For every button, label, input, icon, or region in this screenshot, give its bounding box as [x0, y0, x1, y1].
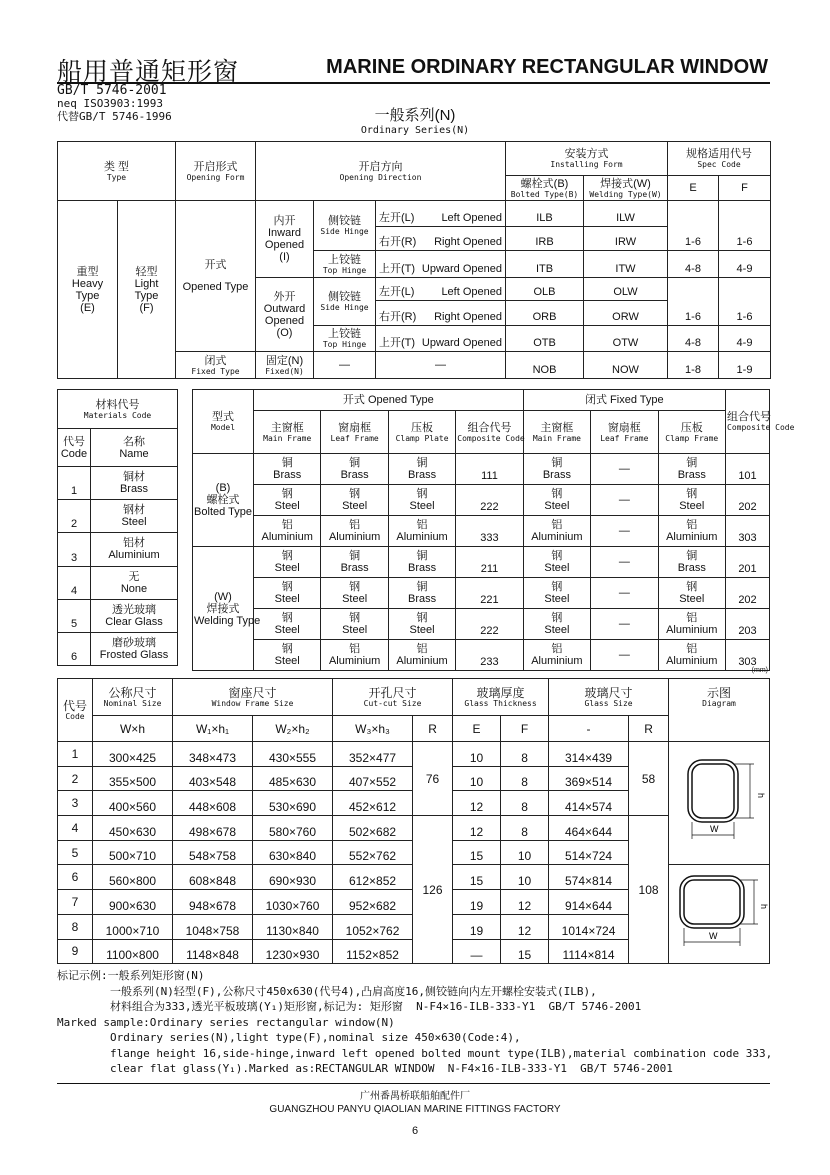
spec-e: 1-6: [668, 278, 719, 326]
spec-e: 1-6: [668, 201, 719, 251]
material-cell: 钢 Steel: [321, 485, 388, 516]
cutout: 612×852: [333, 865, 413, 890]
material-row: [58, 566, 178, 599]
glass-size: 514×724: [549, 840, 629, 865]
frame-2: 530×690: [253, 791, 333, 816]
model-label: (W) 焊接式 Welding Type: [193, 547, 254, 671]
size-row: [58, 816, 770, 841]
frame-2: 690×930: [253, 865, 333, 890]
code: 9: [58, 939, 93, 964]
code-itb: ITB: [506, 251, 584, 278]
spec-e: 1-8: [668, 352, 719, 379]
glass-size: 1014×724: [549, 914, 629, 939]
frame-2: 430×555: [253, 742, 333, 767]
material-cell: 铜 Brass: [321, 454, 388, 485]
right-opened: 右开(R) Right Opened: [376, 227, 506, 251]
material-cell: 铜 Brass: [523, 454, 590, 485]
right-opened: 右开(R) Right Opened: [376, 301, 506, 326]
footer-divider: [57, 1083, 770, 1084]
code-irb: IRB: [506, 227, 584, 251]
material-cell: 铝 Aluminium: [658, 640, 725, 671]
nominal: 355×500: [93, 766, 173, 791]
diagram-landscape: [669, 865, 770, 964]
factory-cn: 广州番禺桥联船舶配件厂: [360, 1091, 470, 1102]
top-hinge: 上铰链 Top Hinge: [314, 251, 376, 278]
note-line: flange height 16,side-hinge,inward left opened bolted mount type(ILB),material combination code 333,: [57, 1046, 773, 1060]
material-cell: 铜 Brass: [388, 578, 455, 609]
cutout: 407×552: [333, 766, 413, 791]
nominal: 1100×800: [93, 939, 173, 964]
material-cell: 铜 Brass: [254, 454, 321, 485]
header-e: E: [668, 176, 719, 201]
note-line: 材料组合为333,透光平板玻璃(Y₁)矩形窗,标记为: 矩形窗 N-F4×16-ILB-333-Y1 GB/T 5746-2001: [57, 1000, 642, 1013]
cutout: 552×762: [333, 840, 413, 865]
subheader: -: [549, 716, 629, 742]
header-code: 代号 Code: [58, 679, 93, 742]
composite-code: 202: [726, 485, 770, 516]
thickness-e: 12: [453, 791, 501, 816]
outward-opened: 外开 Outward Opened (O): [256, 278, 314, 352]
type-table: [57, 141, 771, 379]
header-bolted: 螺栓式(B) Bolted Type(B): [506, 176, 584, 201]
thickness-f: 8: [501, 742, 549, 767]
thickness-e: 19: [453, 890, 501, 915]
svg-text:h: h: [756, 792, 767, 798]
material-cell: 钢 Steel: [321, 578, 388, 609]
subheader: W₂×h₂: [253, 716, 333, 742]
window-diagram-icon: [670, 755, 770, 850]
thickness-e: 15: [453, 840, 501, 865]
factory-en: GUANGZHOU PANYU QIAOLIAN MARINE FITTINGS FACTORY: [269, 1104, 561, 1115]
material-cell: 钢 Steel: [254, 485, 321, 516]
thickness-f: 10: [501, 840, 549, 865]
subheader: W₃×h₃: [333, 716, 413, 742]
code-ilb: ILB: [506, 201, 584, 227]
frame-2: 1130×840: [253, 914, 333, 939]
thickness-e: 12: [453, 816, 501, 841]
header-opening-direction: 开启方向 Opening Direction: [256, 142, 506, 201]
note-line: 标记示例:一般系列矩形窗(N): [57, 969, 205, 982]
code-nob: NOB: [506, 352, 584, 379]
material-cell: 钢 Steel: [523, 609, 590, 640]
subheader: R: [629, 716, 669, 742]
material-cell: 钢 Steel: [388, 609, 455, 640]
thickness-f: 15: [501, 939, 549, 964]
material-cell: 铝 Aluminium: [523, 640, 590, 671]
code: 1: [58, 742, 93, 767]
composite-code: 303: [726, 516, 770, 547]
window-diagram-icon: [670, 866, 770, 961]
thickness-e: 19: [453, 914, 501, 939]
thickness-e: 10: [453, 766, 501, 791]
header-type: 类 型 Type: [58, 142, 176, 201]
material-cell: 钢 Steel: [523, 485, 590, 516]
thickness-f: 10: [501, 865, 549, 890]
glass-r: 108: [629, 816, 669, 964]
header-f: F: [719, 176, 771, 201]
header-nominal: 公称尺寸 Nominal Size: [93, 679, 173, 716]
composite-code: 111: [456, 454, 523, 485]
composite-row: [193, 609, 770, 640]
thickness-f: 8: [501, 791, 549, 816]
material-cell: 铜 Brass: [658, 547, 725, 578]
spec-e: 4-8: [668, 251, 719, 278]
header-model: 型式 Model: [193, 390, 254, 454]
dash: —: [591, 640, 658, 671]
page-number: 6: [411, 1125, 419, 1137]
left-opened: 左开(L) Left Opened: [376, 201, 506, 227]
material-row: [58, 632, 178, 665]
code-olw: OLW: [584, 278, 668, 301]
marking-notes: [57, 968, 772, 1077]
series-cn: 一般系列(N): [374, 107, 456, 124]
material-name: 铜材 Brass: [91, 467, 178, 500]
material-cell: 钢 Steel: [254, 547, 321, 578]
frame-2: 485×630: [253, 766, 333, 791]
material-cell: 铝 Aluminium: [321, 516, 388, 547]
material-cell: 铝 Aluminium: [658, 609, 725, 640]
material-cell: 铝 Aluminium: [321, 640, 388, 671]
material-cell: 铝 Aluminium: [388, 516, 455, 547]
glass-size: 369×514: [549, 766, 629, 791]
thickness-e: 10: [453, 742, 501, 767]
composite-row: [193, 578, 770, 609]
code-itw: ITW: [584, 251, 668, 278]
side-hinge: 侧铰链 Side Hinge: [314, 201, 376, 251]
material-code: 5: [58, 599, 91, 632]
material-code: 2: [58, 500, 91, 533]
spec-e: 4-8: [668, 326, 719, 352]
code-irw: IRW: [584, 227, 668, 251]
spec-f: 1-6: [719, 201, 771, 251]
unit-label: (mm): [751, 667, 768, 674]
nominal: 500×710: [93, 840, 173, 865]
dash: —: [376, 352, 506, 379]
material-cell: 铜 Brass: [388, 547, 455, 578]
fixed-n: 固定(N) Fixed(N): [256, 352, 314, 379]
material-cell: 铝 Aluminium: [254, 516, 321, 547]
code: 5: [58, 840, 93, 865]
subheader: R: [413, 716, 453, 742]
cutout: 352×477: [333, 742, 413, 767]
glass-size: 314×439: [549, 742, 629, 767]
subheader: 主窗框 Main Frame: [254, 411, 321, 454]
frame-1: 1048×758: [173, 914, 253, 939]
spec-f: 1-9: [719, 352, 771, 379]
light-type: 轻型 Light Type (F): [118, 201, 176, 379]
code-otb: OTB: [506, 326, 584, 352]
frame-2: 1030×760: [253, 890, 333, 915]
material-cell: 钢 Steel: [658, 578, 725, 609]
code: 4: [58, 816, 93, 841]
thickness-e: 15: [453, 865, 501, 890]
upward-opened: 上开(T) Upward Opened: [376, 251, 506, 278]
frame-2: 580×760: [253, 816, 333, 841]
spec-f: 4-9: [719, 251, 771, 278]
nominal: 1000×710: [93, 914, 173, 939]
material-name: 铝材 Aluminium: [91, 533, 178, 566]
code-ilw: ILW: [584, 201, 668, 227]
material-cell: 铝 Aluminium: [658, 516, 725, 547]
header-welding: 焊接式(W) Welding Type(W): [584, 176, 668, 201]
standard-ref: neq ISO3903:1993: [57, 97, 163, 110]
composite-row: [193, 547, 770, 578]
materials-code-table: [57, 389, 178, 666]
factory-name: [0, 1090, 830, 1116]
dash: —: [591, 516, 658, 547]
material-name: 透光玻璃 Clear Glass: [91, 599, 178, 632]
cutout-r: 76: [413, 742, 453, 816]
note-line: Ordinary series(N),light type(F),nominal size 450×630(Code:4),: [57, 1031, 521, 1044]
nominal: 560×800: [93, 865, 173, 890]
standard-code: GB/T 5746-2001: [57, 83, 167, 98]
diagram-portrait: [669, 742, 770, 865]
glass-size: 1114×814: [549, 939, 629, 964]
subheader: 组合代号 Composite Code: [456, 411, 523, 454]
svg-text:h: h: [759, 903, 770, 909]
material-cell: 钢 Steel: [254, 609, 321, 640]
heavy-type: 重型 Heavy Type (E): [58, 201, 118, 379]
code-olb: OLB: [506, 278, 584, 301]
inward-opened: 内开 Inward Opened (I): [256, 201, 314, 278]
frame-1: 348×473: [173, 742, 253, 767]
material-cell: 钢 Steel: [523, 547, 590, 578]
material-code: 3: [58, 533, 91, 566]
code-orb: ORB: [506, 301, 584, 326]
material-code: 1: [58, 467, 91, 500]
top-hinge: 上铰链 Top Hinge: [314, 326, 376, 352]
material-name: 磨砂玻璃 Frosted Glass: [91, 632, 178, 665]
composite-code: 233: [456, 640, 523, 671]
composite-code: 211: [456, 547, 523, 578]
material-cell: 铝 Aluminium: [523, 516, 590, 547]
subheader: W×h: [93, 716, 173, 742]
composite-code-table: [192, 389, 795, 671]
material-cell: 钢 Steel: [321, 609, 388, 640]
glass-size: 414×574: [549, 791, 629, 816]
cutout-r: 126: [413, 816, 453, 964]
header-opening-form: 开启形式 Opening Form: [176, 142, 256, 201]
cutout: 452×612: [333, 791, 413, 816]
side-hinge: 侧铰链 Side Hinge: [314, 278, 376, 326]
glass-size: 914×644: [549, 890, 629, 915]
composite-row: [193, 454, 770, 485]
composite-row: [193, 640, 770, 671]
upward-opened: 上开(T) Upward Opened: [376, 326, 506, 352]
subheader: 主窗框 Main Frame: [523, 411, 590, 454]
frame-1: 548×758: [173, 840, 253, 865]
cutout: 1152×852: [333, 939, 413, 964]
composite-row: [193, 516, 770, 547]
header-code: 代号 Code: [58, 429, 91, 467]
code: 3: [58, 791, 93, 816]
dash: —: [591, 485, 658, 516]
svg-text:W: W: [710, 823, 719, 834]
subheader: 压板 Clamp Frame: [658, 411, 725, 454]
composite-code: 303: [726, 640, 770, 671]
svg-text:W: W: [709, 930, 718, 941]
dash: —: [314, 352, 376, 379]
glass-size: 464×644: [549, 816, 629, 841]
frame-1: 498×678: [173, 816, 253, 841]
material-cell: 铜 Brass: [388, 454, 455, 485]
title-en: MARINE ORDINARY RECTANGULAR WINDOW: [326, 56, 768, 78]
glass-r: 58: [629, 742, 669, 816]
header-installing-form: 安装方式 Installing Form: [506, 142, 668, 176]
material-row: [58, 467, 178, 500]
material-cell: 铝 Aluminium: [388, 640, 455, 671]
header-thickness: 玻璃厚度 Glass Thickness: [453, 679, 549, 716]
subheader: W₁×h₁: [173, 716, 253, 742]
standard-replaces: 代替GB/T 5746-1996: [57, 110, 172, 123]
code-now: NOW: [584, 352, 668, 379]
code: 6: [58, 865, 93, 890]
composite-code: 222: [456, 485, 523, 516]
material-cell: 钢 Steel: [254, 578, 321, 609]
code: 7: [58, 890, 93, 915]
header-glass-size: 玻璃尺寸 Glass Size: [549, 679, 669, 716]
size-table: [57, 678, 770, 964]
series-en: Ordinary Series(N): [360, 125, 470, 136]
nominal: 450×630: [93, 816, 173, 841]
thickness-f: 12: [501, 914, 549, 939]
material-row: [58, 599, 178, 632]
composite-code: 202: [726, 578, 770, 609]
header-diagram: 示图 Diagram: [669, 679, 770, 742]
cutout: 1052×762: [333, 914, 413, 939]
frame-1: 608×848: [173, 865, 253, 890]
composite-code: 203: [726, 609, 770, 640]
subheader: F: [501, 716, 549, 742]
composite-code: 333: [456, 516, 523, 547]
note-line: Marked sample:Ordinary series rectangular window(N): [57, 1015, 395, 1029]
header-cutout: 开孔尺寸 Cut-cut Size: [333, 679, 453, 716]
note-line: clear flat glass(Y₁).Marked as:RECTANGULAR WINDOW N-F4×16-ILB-333-Y1 GB/T 5746-2001: [57, 1062, 673, 1075]
thickness-f: 8: [501, 816, 549, 841]
composite-code: 222: [456, 609, 523, 640]
subheader: 压板 Clamp Plate: [388, 411, 455, 454]
spec-f: 4-9: [719, 326, 771, 352]
material-name: 无 None: [91, 566, 178, 599]
material-cell: 钢 Steel: [658, 485, 725, 516]
material-cell: 铜 Brass: [321, 547, 388, 578]
code-otw: OTW: [584, 326, 668, 352]
opened-type: 开式 Opened Type: [176, 201, 256, 352]
material-cell: 钢 Steel: [254, 640, 321, 671]
left-opened: 左开(L) Left Opened: [376, 278, 506, 301]
glass-size: 574×814: [549, 865, 629, 890]
thickness-f: 8: [501, 766, 549, 791]
material-cell: 钢 Steel: [523, 578, 590, 609]
fixed-type: 闭式 Fixed Type: [176, 352, 256, 379]
subheader: E: [453, 716, 501, 742]
size-row: [58, 742, 770, 767]
frame-2: 630×840: [253, 840, 333, 865]
composite-code: 201: [726, 547, 770, 578]
code: 2: [58, 766, 93, 791]
frame-1: 403×548: [173, 766, 253, 791]
nominal: 300×425: [93, 742, 173, 767]
material-code: 4: [58, 566, 91, 599]
dash: —: [591, 547, 658, 578]
thickness-e: —: [453, 939, 501, 964]
material-code: 6: [58, 632, 91, 665]
subheader: 窗扇框 Leaf Frame: [321, 411, 388, 454]
composite-code: 221: [456, 578, 523, 609]
material-cell: 铜 Brass: [658, 454, 725, 485]
note-line: 一般系列(N)轻型(F),公称尺寸450x630(代号4),凸肩高度16,侧铰链向内左开螺栓安装式(ILB),: [57, 984, 597, 998]
header-fixed: 闭式 Fixed Type: [523, 390, 725, 411]
header-composite-code: 组合代号 Composite Code: [726, 390, 770, 454]
spec-f: 1-6: [719, 278, 771, 326]
composite-row: [193, 485, 770, 516]
frame-1: 448×608: [173, 791, 253, 816]
thickness-f: 12: [501, 890, 549, 915]
materials-title: 材料代号 Materials Code: [58, 390, 178, 429]
header-name: 名称 Name: [91, 429, 178, 467]
nominal: 400×560: [93, 791, 173, 816]
composite-code: 101: [726, 454, 770, 485]
model-label: (B) 螺栓式 Bolted Type: [193, 454, 254, 547]
material-row: [58, 533, 178, 566]
frame-2: 1230×930: [253, 939, 333, 964]
nominal: 900×630: [93, 890, 173, 915]
material-row: [58, 500, 178, 533]
dash: —: [591, 454, 658, 485]
header-frame: 窗座尺寸 Window Frame Size: [173, 679, 333, 716]
subheader: 窗扇框 Leaf Frame: [591, 411, 658, 454]
header-spec-code: 规格适用代号 Spec Code: [668, 142, 771, 176]
title-cn: 船用普通矩形窗: [57, 58, 240, 86]
header-opened: 开式 Opened Type: [254, 390, 524, 411]
code-orw: ORW: [584, 301, 668, 326]
dash: —: [591, 609, 658, 640]
material-cell: 钢 Steel: [388, 485, 455, 516]
cutout: 952×682: [333, 890, 413, 915]
cutout: 502×682: [333, 816, 413, 841]
frame-1: 948×678: [173, 890, 253, 915]
dash: —: [591, 578, 658, 609]
frame-1: 1148×848: [173, 939, 253, 964]
series-heading: [0, 104, 830, 136]
code: 8: [58, 914, 93, 939]
material-name: 钢材 Steel: [91, 500, 178, 533]
